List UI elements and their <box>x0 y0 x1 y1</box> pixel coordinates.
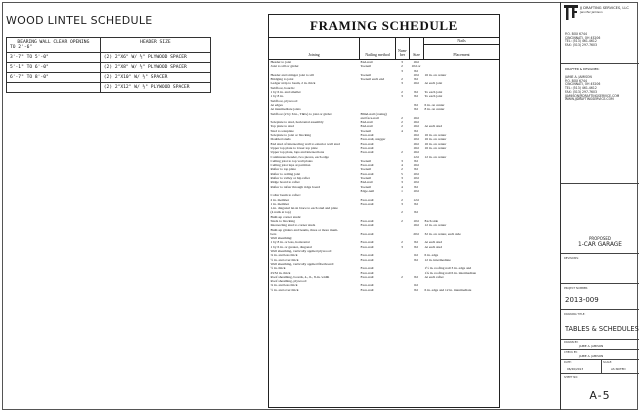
address-line: P.O. BOX 6744 <box>565 32 587 36</box>
nailing-method-cell: Face-nail <box>360 150 374 155</box>
joining-cell: Rafter to valley or hip rafter <box>270 176 310 181</box>
title-block <box>560 2 638 410</box>
nailing-method-cell: Face-nail <box>360 266 374 271</box>
number-cell: 3 <box>401 81 403 86</box>
joining-cell: Wall sheathing, vertically applied fiberboard: <box>270 261 334 266</box>
lintel-header-size-cell: (2) 2"X10" W/ ½" SPACER <box>100 73 210 83</box>
lintel-schedule-title: WOOD LINTEL SCHEDULE <box>6 14 153 27</box>
date-label: DATE: <box>564 361 572 364</box>
number-cell: 2 <box>401 210 403 215</box>
joining-cell: Studs to blocking <box>270 218 296 223</box>
lintel-row <box>7 73 211 83</box>
size-cell: 16d <box>413 81 419 86</box>
joining-cell: Collar beam to rafter: <box>270 193 301 198</box>
checked-by-section <box>561 350 639 360</box>
size-cell: 10d <box>413 180 419 185</box>
joining-cell: ⅜ in. and less thick <box>270 283 298 288</box>
placement-cell: 12 in. on center <box>424 154 447 159</box>
date-scale-divider <box>601 360 602 374</box>
nailing-method-cell: Face-nail <box>360 240 374 245</box>
joining-cell: ½ in. and over thick <box>270 257 299 262</box>
number-cell: 4 <box>401 184 403 189</box>
size-cell: 8d <box>414 210 418 215</box>
size-cell: 16d <box>413 115 419 120</box>
number-cell: 1 <box>401 188 403 193</box>
joining-cell: At intermediate joists <box>270 107 301 112</box>
number-cell: 5 <box>401 171 403 176</box>
nailing-method-cell: Toenail <box>360 167 371 172</box>
nailing-method-cell: Blind-nail (casing) <box>360 111 387 116</box>
size-cell: 8d <box>414 274 418 279</box>
joining-cell: At edges <box>270 102 283 107</box>
lintel-col-opening-sub: TO 2'-6" <box>10 45 33 50</box>
lintel-col-opening-label: BEARING WALL CLEAR OPENING <box>17 40 90 45</box>
project-section <box>561 184 639 254</box>
size-cell: 10d <box>413 171 419 176</box>
nailing-method-cell: Toenail <box>360 72 371 77</box>
revisions-section <box>561 254 639 284</box>
lintel-row <box>7 83 211 93</box>
joining-cell: Top plate to stud <box>270 124 294 129</box>
number-cell: 2 <box>401 240 403 245</box>
framing-schedule-header <box>269 38 499 60</box>
joining-cell: 1-in. diagonal let-in brace to each stud and plate <box>270 206 338 211</box>
number-cell: 2 <box>401 218 403 223</box>
placement-cell: 1½ in. roofing nail 3 in. edge and <box>424 266 472 271</box>
address-line: TEL: (513) 461-4612 <box>565 39 597 44</box>
framing-schedule-rows <box>269 60 499 292</box>
size-cell: 8d <box>414 244 418 249</box>
size-cell: 20d <box>413 231 419 236</box>
joining-cell: Built-up corner studs: <box>270 214 302 219</box>
number-cell: 4 <box>401 128 403 133</box>
joining-cell: Roof sheathing, plywood: <box>270 279 307 284</box>
joining-cell: 2 in. member <box>270 197 290 202</box>
lintel-opening-cell: 3'-7" TO 5'-0" <box>7 53 101 63</box>
number-cell: 3 <box>401 60 403 64</box>
joining-cell: Header to joist <box>270 60 292 64</box>
company-logo-icon <box>564 5 578 21</box>
number-cell: 2 <box>401 124 403 129</box>
joining-cell: Rafter to ceiling joist <box>270 171 301 176</box>
project-number-label: PROJECT NUMBER: <box>564 287 589 290</box>
drafter-line: TEL: (513) 461-4612 <box>565 86 597 91</box>
project-number-section <box>561 284 639 310</box>
drawing-title-section <box>561 310 639 340</box>
joining-cell: 25⁄32 in. thick <box>270 270 291 275</box>
size-cell: 6d <box>414 283 418 288</box>
nailing-method-cell: Toenail <box>360 128 371 133</box>
joining-cell: Intersecting stud to corner studs <box>270 223 316 228</box>
company-line-2: Jennifer Jamison <box>580 10 603 14</box>
nailing-method-cell: End-nail <box>360 180 373 185</box>
nailing-method-cell: Face-nail <box>360 218 374 223</box>
placement-cell: 12 in. intermediate <box>424 257 451 262</box>
lintel-col-header-size: HEADER SIZE <box>100 38 210 53</box>
lintel-opening-cell <box>7 83 101 93</box>
drafter-line: CINCINNATI, OH 45206 <box>565 82 601 87</box>
col-placement-label: Placement <box>453 53 470 57</box>
placement-cell: 16 in. on center <box>424 141 447 146</box>
nailing-method-cell: End-nail <box>360 120 373 125</box>
joining-cell: ½ in. and over thick <box>270 287 299 292</box>
size-cell: 16d <box>413 163 419 168</box>
drafter-line: WWW.JJDRAFTINGSERVICE.COM <box>565 97 614 102</box>
joining-cell: Subfloor (2 by 6 in., T&G) to joist or girder <box>270 111 332 116</box>
size-cell: 16d <box>413 133 419 138</box>
joining-cell: Continuous header, two pieces, each edge <box>270 154 329 159</box>
size-cell: 8d <box>414 257 418 262</box>
scale-value: AS NOTED <box>611 367 626 371</box>
joining-cell: Subfloor, boards: <box>270 85 295 90</box>
size-cell: 12d <box>413 154 419 159</box>
drafter-line: JAMIE A. JAMISON <box>565 75 592 79</box>
joining-cell: Rafter to rafter through ridge board <box>270 184 320 189</box>
placement-cell: At each rafter <box>424 274 444 279</box>
nailing-method-cell: Toenail <box>360 158 371 163</box>
size-cell: 16d <box>413 120 419 125</box>
drafter-line: P.O. BOX 6744 <box>565 78 587 83</box>
placement-cell: 16 in. on center <box>424 137 447 142</box>
nailing-method-cell: Toenail <box>360 184 371 189</box>
date-value: 06/26/2013 <box>567 367 584 371</box>
placement-cell: 8 in. on center <box>424 107 445 112</box>
address-line: FAX: (513) 297-7603 <box>565 43 597 48</box>
number-cell: 2 <box>401 115 403 120</box>
drawing-title-label: DRAWING TITLE: <box>564 313 586 316</box>
size-cell: 10d <box>413 188 419 193</box>
placement-cell: 6 in. on center <box>424 102 445 107</box>
joining-cell: bers <box>270 231 277 236</box>
drawn-by-section <box>561 340 639 350</box>
size-cell: 12d <box>413 197 419 202</box>
placement-cell: At each stud <box>424 244 442 249</box>
joining-cell: 1 by 6 in. or greater, diagonal <box>270 244 312 249</box>
number-cell: 3 <box>401 68 403 73</box>
framing-schedule-sheet <box>268 14 500 408</box>
nailing-method-cell: Face-nail, stagger <box>360 137 386 142</box>
number-cell: 4 <box>401 163 403 168</box>
joining-cell: Ledger strip to beam, 2 in. thick <box>270 81 316 86</box>
size-cell: 8d <box>414 68 418 73</box>
placement-cell: At each stud <box>424 124 442 129</box>
placement-cell: 16 in. on center <box>424 133 447 138</box>
placement-cell: At each joist <box>424 81 443 86</box>
lintel-opening-cell: 5'-1" TO 6'-0" <box>7 63 101 73</box>
project-line-1: PROPOSED <box>588 236 612 241</box>
placement-cell: 16 in. on center <box>424 72 447 77</box>
address-line: CINCINNATI, OH 45206 <box>565 35 601 40</box>
number-cell: 3 <box>401 94 403 99</box>
joining-cell: Soleplate to stud, horizontal assembly <box>270 120 324 125</box>
joining-cell: Roof sheathing, boards, 4-, 6-, 8-in. width <box>270 274 330 279</box>
placement-cell: To each joist <box>424 94 443 99</box>
joining-cell: Upper top plate to lower top plate <box>270 145 318 150</box>
nailing-method-cell: Face-nail <box>360 287 374 292</box>
nailing-method-cell: Face-nail <box>360 257 374 262</box>
size-cell: 8d <box>414 184 418 189</box>
sheet-number-label: SHEET NO: <box>564 376 579 379</box>
col-joining: Joining <box>308 53 320 57</box>
lintel-header-size-cell: (2) 2"X6" W/ ½" PLYWOOD SPACER <box>100 53 210 63</box>
drafter-label: DRAFTER & DESIGNER: <box>565 67 600 71</box>
lintel-header-size-cell: (2) 2"X8" W/ ½" PLYWOOD SPACER <box>100 63 210 73</box>
placement-cell: 32 in. on center, each side <box>424 231 461 236</box>
nailing-method-cell: and face-nail <box>360 115 379 120</box>
number-cell: 3 <box>401 158 403 163</box>
size-cell: 8d <box>414 167 418 172</box>
nailing-method-cell: Face-nail <box>360 197 374 202</box>
size-cell: 10d <box>413 72 419 77</box>
company-name <box>580 6 629 14</box>
joining-cell: Built-up girders and beams, three or more mem- <box>270 227 339 232</box>
nailing-method-cell: Face-nail <box>360 133 374 138</box>
joining-cell: Ceiling joist laps at partition <box>270 163 311 168</box>
nailing-method-cell: Face-nail <box>360 163 374 168</box>
number-cell: 2 <box>401 64 403 69</box>
number-cell: 2 <box>401 90 403 95</box>
joining-cell: Subfloor, plywood: <box>270 98 298 103</box>
nailing-method-cell: Face-nail <box>360 141 374 146</box>
number-cell: 3 <box>401 244 403 249</box>
number-cell: 2 <box>401 274 403 279</box>
joining-cell: Upper top plate, laps and intersections <box>270 150 325 155</box>
nailing-method-cell: Face-nail <box>360 201 374 206</box>
col-number: Num-ber <box>395 38 409 59</box>
nailing-method-cell: Face-nail <box>360 283 374 288</box>
nailing-method-cell: Face-nail <box>360 253 374 258</box>
drafter-line: JJAMISON@DRAFTINGSERVICE.COM <box>565 93 620 98</box>
nailing-method-cell: Face-nail <box>360 231 374 236</box>
joining-cell: Doubled studs <box>270 137 291 142</box>
joining-cell: End stud of intersecting wall to exterior wall stud <box>270 141 340 146</box>
joining-cell: Rafter to top plate <box>270 167 296 172</box>
joining-cell: ⅜ in. and less thick <box>270 253 298 258</box>
size-cell: 8d <box>414 102 418 107</box>
placement-cell: 6 in. edge <box>424 253 439 258</box>
nailing-method-cell: Face-nail <box>360 223 374 228</box>
number-cell: 3 <box>401 201 403 206</box>
joining-cell: (4 nails at top) <box>270 210 291 215</box>
nailing-method-cell: Edge-nail <box>360 188 375 193</box>
number-cell: 3 <box>401 180 403 185</box>
nailing-method-cell: Toenail <box>360 176 371 181</box>
nailing-method-cell: Face-nail <box>360 171 374 176</box>
size-cell: 10d <box>413 218 419 223</box>
size-cell: 16d <box>413 141 419 146</box>
placement-cell: At each stud <box>424 240 442 245</box>
placement-cell: 12 in. on center <box>424 223 447 228</box>
joining-cell: 1 by 8 in. <box>270 94 284 99</box>
number-cell: 2 <box>401 120 403 125</box>
size-cell: 6d <box>414 253 418 258</box>
joining-cell: Wall sheathing: <box>270 236 293 241</box>
col-placement <box>423 38 499 59</box>
joining-cell: Bridging to joist <box>270 77 294 82</box>
joining-cell: 1 by 6 in. and smaller <box>270 90 301 95</box>
size-cell: 16d <box>413 150 419 155</box>
placement-cell: To each joist <box>424 90 443 95</box>
lintel-opening-cell: 6'-7" TO 8'-0" <box>7 73 101 83</box>
date-scale-section <box>561 360 639 374</box>
size-cell: 8d <box>414 201 418 206</box>
number-cell: 2 <box>401 150 403 155</box>
size-cell: 10d <box>413 176 419 181</box>
number-cell <box>395 288 409 292</box>
size-cell: 10d <box>413 137 419 142</box>
col-nailing-method: Nailing method <box>359 38 395 59</box>
size-cell: 8d <box>414 240 418 245</box>
joining-cell: ½ in. thick <box>270 266 286 271</box>
nailing-method-cell: Face-nail <box>360 270 374 275</box>
placement-cell: 16 in. on center <box>424 145 447 150</box>
size-cell: 8d <box>414 287 418 292</box>
checked-by-label: CHECK BY: <box>564 351 578 354</box>
size-cell: 10d or <box>411 64 421 69</box>
drafter-info <box>565 76 619 102</box>
framing-schedule-title: FRAMING SCHEDULE <box>269 15 499 38</box>
lintel-header-size-cell: (2) 2"X12" W/ ½" PLYWOOD SPACER <box>100 83 210 93</box>
size-cell: 8d <box>414 94 418 99</box>
size-cell: 16d <box>413 223 419 228</box>
project-number: 2013-009 <box>565 296 599 304</box>
size-cell: 8d <box>414 128 418 133</box>
col-size: Size <box>409 38 423 59</box>
joining-cell: 1 in. member <box>270 201 290 206</box>
size-cell: 16d <box>413 145 419 150</box>
joining-cell: Wall sheathing, vertically applied plywood: <box>270 249 332 254</box>
lintel-row <box>7 53 211 63</box>
nailing-method-cell: Face-nail <box>360 274 374 279</box>
revisions-label: REVISIONS: <box>564 257 579 260</box>
company-line-1: JJ DRAFTING SERVICES, LLC <box>580 6 629 10</box>
joining-cell: Ridge board to rafter <box>270 180 300 185</box>
checked-by: JAMIE A. JAMISON <box>579 354 604 358</box>
drafter-section <box>561 64 639 184</box>
drawing-title: TABLES & SCHEDULES <box>565 325 639 333</box>
number-cell: 3 <box>401 176 403 181</box>
joining-cell: Header and stringer joist to sill <box>270 72 314 77</box>
joining-cell: Soleplate to joist or blocking <box>270 133 311 138</box>
placement-cell: Each side <box>424 218 439 223</box>
drawn-by-label: DRAWN BY: <box>564 341 579 344</box>
size-cell: 8d <box>414 107 418 112</box>
nailing-method-cell: Toenail <box>360 64 371 69</box>
number-cell: 2 <box>401 77 403 82</box>
joining-cell: Ceiling joist to top wall plates <box>270 158 313 163</box>
company-address <box>565 33 600 48</box>
col-nails-group: Nails <box>424 38 499 45</box>
size-cell: 16d <box>413 60 419 64</box>
joining-cell: 1 by 8 in. or less, horizontal <box>270 240 310 245</box>
size-cell: 8d <box>414 158 418 163</box>
lintel-schedule-table <box>6 37 211 93</box>
placement-cell: 6 in. edge and 12 in. intermediate <box>424 287 472 292</box>
nailing-method-cell: End-nail <box>360 124 373 129</box>
number-cell: 2 <box>401 167 403 172</box>
nailing-method-cell: Face-nail <box>360 244 374 249</box>
lintel-col-opening <box>7 38 101 53</box>
scale-label: SCALE: <box>603 361 613 364</box>
drawn-by: JAMIE A. JAMISON <box>579 344 604 348</box>
sheet-number: A-5 <box>589 389 611 402</box>
nailing-method-cell: Face-nail <box>360 145 374 150</box>
nailing-method-cell: End-nail <box>360 60 373 64</box>
nailing-method-cell: Toenail each end <box>360 77 385 82</box>
joining-cell: Stud to soleplate <box>270 128 294 133</box>
size-cell: 8d <box>414 77 418 82</box>
sheet-number-section <box>561 374 639 410</box>
number-cell: 2 <box>401 197 403 202</box>
size-cell: 8d <box>414 90 418 95</box>
company-section <box>561 2 639 64</box>
placement-cell: 1¾ in. roofing nail 6 in. intermediate <box>424 270 477 275</box>
size-cell: 16d <box>413 124 419 129</box>
drafter-line: FAX: (513) 297-7603 <box>565 89 597 94</box>
project-line-2: 1-CAR GARAGE <box>578 242 622 248</box>
joining-cell: Joist to sill or girder <box>270 64 299 69</box>
lintel-row <box>7 63 211 73</box>
